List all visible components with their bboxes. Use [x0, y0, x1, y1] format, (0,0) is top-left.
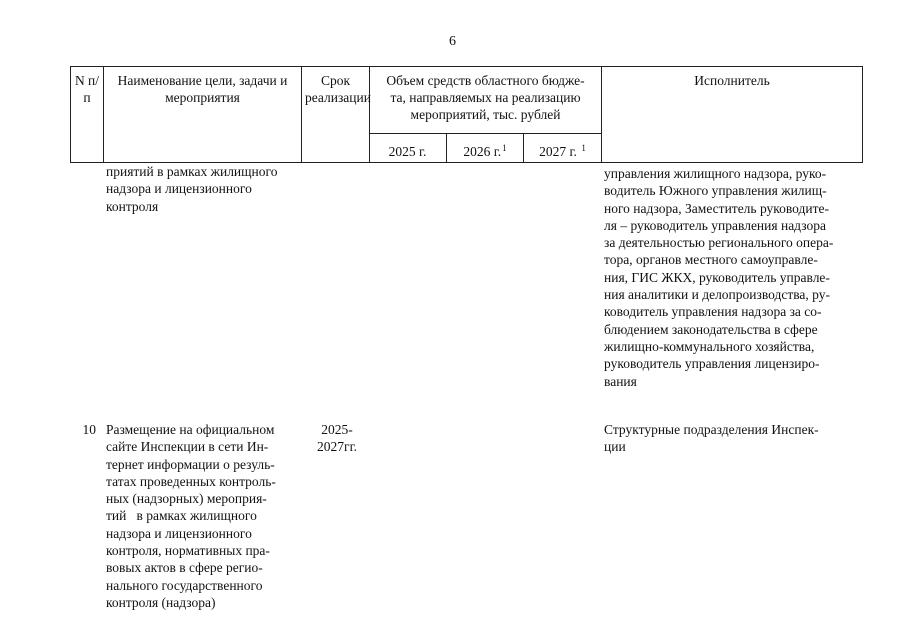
- row2-name-line: нального государственного: [106, 577, 263, 593]
- row2-name-line: тернет информации о резуль-: [106, 456, 275, 472]
- page-number: 6: [449, 34, 456, 49]
- header-term: Срок реализации: [302, 67, 370, 163]
- row1-name-line: надзора и лицензионного: [106, 181, 252, 197]
- row2-name-line: ных (надзорных) мероприя-: [106, 491, 267, 507]
- row1-executor-line: блюдением законодательства в сфере: [604, 321, 818, 337]
- row2-executor-cell: [604, 421, 859, 456]
- row1-executor-line: руководитель управления лицензиро-: [604, 356, 820, 372]
- row2-name-cell: [106, 421, 301, 611]
- row1-executor-line: ния аналитики и делопроизводства, ру-: [604, 287, 830, 303]
- row1-executor-cell: [604, 165, 859, 390]
- row2-name-line: контроля, нормативных пра-: [106, 543, 270, 559]
- row2-name-line: надзора и лицензионного: [106, 525, 252, 541]
- row1-executor-line: вания: [604, 373, 637, 389]
- row1-executor-line: управления жилищного надзора, руко-: [604, 166, 827, 181]
- header-num: N п/п: [71, 67, 104, 163]
- row1-executor-line: тора, органов местного самоуправле-: [604, 252, 818, 268]
- row1-executor-line: жилищно-коммунального хозяйства,: [604, 338, 815, 354]
- row2-term-cell: [306, 421, 368, 456]
- header-executor: Исполнитель: [602, 67, 863, 163]
- row1-executor-line: за деятельностью регионального опера-: [604, 235, 834, 251]
- row1-name-cell: [106, 163, 301, 215]
- row2-term-line: 2027гг.: [317, 439, 357, 455]
- row2-name-line: сайте Инспекции в сети Ин-: [106, 439, 269, 455]
- row1-executor-line: ководитель управления надзора за со-: [604, 304, 822, 320]
- row2-executor-line: ции: [604, 439, 626, 455]
- row2-term-line: 2025-: [321, 422, 353, 437]
- row1-name-line: контроля: [106, 198, 159, 214]
- header-name: Наименование цели, задачи и мероприятия: [104, 67, 302, 163]
- table-header: [70, 66, 863, 163]
- header-budget-line: Объем средств областного бюдже-: [386, 73, 585, 88]
- row2-executor-line: Структурные подразделения Инспек-: [604, 422, 819, 437]
- row2-name-line: татах проведенных контроль-: [106, 473, 276, 489]
- header-year-2027: 2027 г. $^1$: [524, 134, 602, 163]
- row2-name-line: контроля (надзора): [106, 594, 216, 610]
- header-budget-line: мероприятий, тыс. рублей: [410, 107, 561, 122]
- row2-name-line: вовых актов в сфере регио-: [106, 560, 263, 576]
- row1-executor-line: ного надзора, Заместитель руководите-: [604, 200, 830, 216]
- row2-name-line: Размещение на официальном: [106, 422, 275, 437]
- row2-number: 10: [82, 422, 96, 437]
- header-year-2025: 2025 г.: [370, 134, 447, 163]
- row2-name-line: тий в рамках жилищного: [106, 508, 257, 524]
- row1-name-line: приятий в рамках жилищного: [106, 164, 278, 179]
- row1-executor-line: ния, ГИС ЖКХ, руководитель управле-: [604, 269, 830, 285]
- row1-executor-line: ля – руководитель управления надзора: [604, 217, 826, 233]
- header-year-2026: 2026 г.$^1$: [447, 134, 524, 163]
- header-budget-line: та, направляемых на реализацию: [390, 90, 581, 105]
- header-budget: [370, 67, 602, 134]
- row1-executor-line: водитель Южного управления жилищ-: [604, 183, 827, 199]
